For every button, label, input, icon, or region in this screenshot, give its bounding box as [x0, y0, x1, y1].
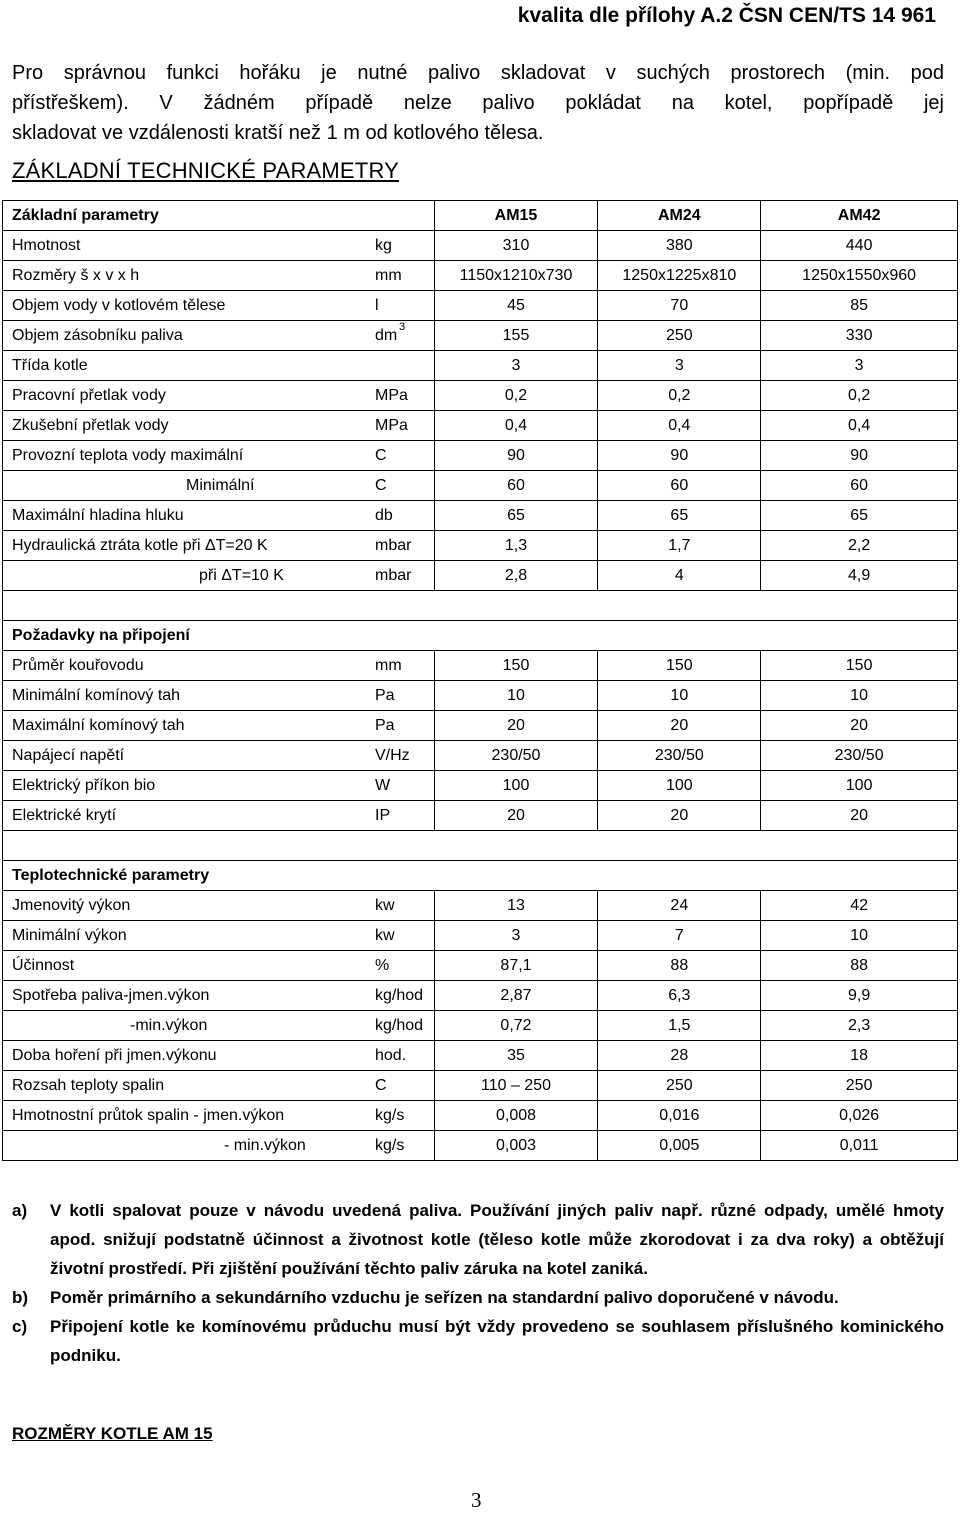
value-cell: 380 — [598, 231, 761, 261]
note-item — [12, 1196, 944, 1283]
intro-line: přístřeškem). V žádném případě nelze palivo pokládat na kotel, popřípadě jej — [12, 92, 944, 114]
param-label: Elektrický příkon bio — [12, 776, 156, 794]
group-title: Teplotechnické parametry — [3, 861, 958, 891]
value-cell: 20 — [761, 801, 958, 831]
value-cell: 100 — [434, 771, 598, 801]
value-cell: 3 — [434, 351, 598, 381]
param-label: Hmotnostní průtok spalin - jmen.výkon — [12, 1106, 285, 1124]
note-text: Připojení kotle ke komínovému průduchu musí být vždy provedeno se souhlasem příslušného kominického podniku. — [50, 1317, 944, 1365]
param-unit: % — [375, 957, 390, 974]
param-cell — [3, 1041, 435, 1071]
table-row — [3, 1071, 958, 1101]
param-unit: kg/hod — [375, 987, 424, 1004]
table-row — [3, 321, 958, 351]
param-cell — [3, 651, 435, 681]
value-cell: 1,5 — [598, 1011, 761, 1041]
param-unit: W — [375, 777, 391, 794]
param-cell — [3, 411, 435, 441]
value-cell: 150 — [761, 651, 958, 681]
table-row — [3, 1011, 958, 1041]
intro-line: Pro správnou funkci hořáku je nutné palivo skladovat v suchých prostorech (min. pod — [12, 62, 944, 84]
value-cell: 1150x1210x730 — [434, 261, 598, 291]
param-label: Spotřeba paliva-jmen.výkon — [12, 986, 210, 1004]
value-cell: 1,7 — [598, 531, 761, 561]
note-item — [12, 1283, 944, 1312]
spacer-row — [3, 831, 958, 861]
param-label: Provozní teplota vody maximální — [12, 446, 244, 464]
value-cell: 150 — [598, 651, 761, 681]
spacer-cell — [3, 831, 958, 861]
param-unit: mm — [375, 267, 402, 284]
param-label: Průměr kouřovodu — [12, 656, 144, 674]
param-cell — [3, 321, 435, 351]
value-cell: 0,2 — [761, 381, 958, 411]
value-cell: 2,87 — [434, 981, 598, 1011]
param-unit: kw — [375, 927, 395, 944]
value-cell: 18 — [761, 1041, 958, 1071]
param-unit: MPa — [375, 387, 408, 404]
param-cell — [3, 561, 435, 591]
value-cell: 9,9 — [761, 981, 958, 1011]
param-cell — [3, 891, 435, 921]
value-cell: 88 — [761, 951, 958, 981]
param-cell — [3, 921, 435, 951]
note-label: c) — [12, 1317, 28, 1336]
param-label: Hmotnost — [12, 236, 81, 254]
value-cell: 1250x1550x960 — [761, 261, 958, 291]
table-row — [3, 561, 958, 591]
table-row — [3, 531, 958, 561]
param-unit: mm — [375, 657, 402, 674]
param-cell — [3, 351, 435, 381]
value-cell: 90 — [598, 441, 761, 471]
param-label: Jmenovitý výkon — [12, 896, 131, 914]
table-row — [3, 411, 958, 441]
header-label-cell: Základní parametry — [3, 201, 435, 231]
section-title: ZÁKLADNÍ TECHNICKÉ PARAMETRY — [12, 158, 400, 183]
value-cell: 10 — [434, 681, 598, 711]
value-cell: 90 — [434, 441, 598, 471]
param-cell — [3, 711, 435, 741]
param-unit: Pa — [375, 687, 395, 704]
param-label: - min.výkon — [224, 1136, 306, 1154]
value-cell: 1,3 — [434, 531, 598, 561]
value-cell: 85 — [761, 291, 958, 321]
value-cell: 7 — [598, 921, 761, 951]
param-cell — [3, 771, 435, 801]
param-unit: kg — [375, 237, 392, 254]
intro-line: skladovat ve vzdálenosti kratší než 1 m od kotlového tělesa. — [12, 122, 544, 144]
param-label: při ΔT=10 K — [199, 566, 284, 584]
param-cell — [3, 741, 435, 771]
param-unit: kw — [375, 897, 395, 914]
table-row — [3, 951, 958, 981]
value-cell: 1250x1225x810 — [598, 261, 761, 291]
param-unit: dm — [375, 327, 398, 344]
param-cell — [3, 291, 435, 321]
value-cell: 45 — [434, 291, 598, 321]
value-cell: 60 — [434, 471, 598, 501]
value-cell: 42 — [761, 891, 958, 921]
value-cell: 0,016 — [598, 1101, 761, 1131]
param-cell — [3, 801, 435, 831]
value-cell: 0,008 — [434, 1101, 598, 1131]
param-unit: Pa — [375, 717, 395, 734]
value-cell: 87,1 — [434, 951, 598, 981]
note-item — [12, 1312, 944, 1370]
value-cell: 20 — [598, 801, 761, 831]
document-header: kvalita dle přílohy A.2 ČSN CEN/TS 14 961 — [517, 4, 936, 27]
group-title: Požadavky na připojení — [3, 621, 958, 651]
value-cell: 10 — [598, 681, 761, 711]
param-label: Objem zásobníku paliva — [12, 326, 183, 344]
param-label: Elektrické krytí — [12, 806, 117, 824]
value-cell: 230/50 — [761, 741, 958, 771]
param-cell — [3, 381, 435, 411]
intro-paragraph — [12, 58, 944, 148]
table-row — [3, 1041, 958, 1071]
table-row — [3, 1101, 958, 1131]
note-text: Poměr primárního a sekundárního vzduchu je seřízen na standardní palivo doporučené v návodu. — [50, 1288, 839, 1307]
table-row — [3, 1131, 958, 1161]
value-cell: 150 — [434, 651, 598, 681]
value-cell: 110 – 250 — [434, 1071, 598, 1101]
table-row — [3, 351, 958, 381]
value-cell: 155 — [434, 321, 598, 351]
param-cell — [3, 501, 435, 531]
param-label: Pracovní přetlak vody — [12, 386, 166, 404]
value-cell: 230/50 — [598, 741, 761, 771]
dimensions-title: ROZMĚRY KOTLE AM 15 — [12, 1424, 213, 1443]
value-cell: 2,8 — [434, 561, 598, 591]
param-unit: V/Hz — [375, 747, 410, 764]
value-cell: 0,4 — [761, 411, 958, 441]
param-cell — [3, 951, 435, 981]
spacer-cell — [3, 591, 958, 621]
value-cell: 0,003 — [434, 1131, 598, 1161]
param-label: Účinnost — [12, 956, 75, 974]
value-cell: 0,2 — [434, 381, 598, 411]
param-label: Hydraulická ztráta kotle při ΔT=20 K — [12, 536, 268, 554]
param-label: Minimální komínový tah — [12, 686, 181, 704]
param-label: Minimální — [186, 476, 255, 494]
table-row — [3, 921, 958, 951]
page-number: 3 — [471, 1488, 482, 1512]
param-label: Napájecí napětí — [12, 746, 125, 764]
table-row — [3, 771, 958, 801]
table-row — [3, 261, 958, 291]
value-cell: 0,011 — [761, 1131, 958, 1161]
value-cell: 65 — [761, 501, 958, 531]
param-cell — [3, 1101, 435, 1131]
value-cell: 20 — [761, 711, 958, 741]
value-cell: 100 — [761, 771, 958, 801]
value-cell: 20 — [434, 711, 598, 741]
model-header-cell: AM15 — [434, 201, 598, 231]
param-unit: C — [375, 477, 387, 494]
table-row — [3, 891, 958, 921]
value-cell: 3 — [434, 921, 598, 951]
value-cell: 100 — [598, 771, 761, 801]
value-cell: 20 — [598, 711, 761, 741]
notes-list — [12, 1196, 944, 1370]
value-cell: 0,005 — [598, 1131, 761, 1161]
table-row — [3, 711, 958, 741]
param-unit: mbar — [375, 567, 412, 584]
param-unit: kg/hod — [375, 1017, 424, 1034]
param-cell — [3, 981, 435, 1011]
param-unit: kg/s — [375, 1107, 405, 1124]
param-label: Třída kotle — [12, 356, 88, 374]
param-label: Doba hoření při jmen.výkonu — [12, 1046, 217, 1064]
spacer-row — [3, 591, 958, 621]
value-cell: 35 — [434, 1041, 598, 1071]
table-row — [3, 231, 958, 261]
value-cell: 6,3 — [598, 981, 761, 1011]
value-cell: 24 — [598, 891, 761, 921]
value-cell: 250 — [761, 1071, 958, 1101]
value-cell: 250 — [598, 1071, 761, 1101]
value-cell: 3 — [761, 351, 958, 381]
param-cell — [3, 261, 435, 291]
param-label: Rozsah teploty spalin — [12, 1076, 165, 1094]
param-label: Rozměry š x v x h — [12, 266, 140, 284]
value-cell: 310 — [434, 231, 598, 261]
param-unit: IP — [375, 807, 391, 824]
table-row — [3, 381, 958, 411]
value-cell: 330 — [761, 321, 958, 351]
param-unit: kg/s — [375, 1137, 405, 1154]
param-cell — [3, 441, 435, 471]
parameters-table — [2, 200, 958, 1161]
table-row — [3, 651, 958, 681]
value-cell: 20 — [434, 801, 598, 831]
table-row — [3, 801, 958, 831]
table-row — [3, 681, 958, 711]
note-text: V kotli spalovat pouze v návodu uvedená paliva. Používání jiných paliv např. různé odpady, umělé hmoty apod. snižují podstatně účinnost a životnost kotle (těleso kotle může zkorodovat i za dva roky) a obtěžují životní prostředí. Při zjištění používání těchto paliv záruka na kotel zaniká. — [50, 1201, 944, 1278]
param-cell — [3, 1071, 435, 1101]
unit-superscript: 3 — [399, 321, 406, 333]
value-cell: 440 — [761, 231, 958, 261]
value-cell: 0,026 — [761, 1101, 958, 1131]
value-cell: 4,9 — [761, 561, 958, 591]
param-unit: C — [375, 1077, 387, 1094]
table-row — [3, 471, 958, 501]
param-label: Minimální výkon — [12, 926, 127, 944]
param-cell — [3, 1131, 435, 1161]
value-cell: 88 — [598, 951, 761, 981]
value-cell: 230/50 — [434, 741, 598, 771]
param-label: Zkušební přetlak vody — [12, 416, 169, 434]
value-cell: 65 — [434, 501, 598, 531]
value-cell: 28 — [598, 1041, 761, 1071]
table-row — [3, 981, 958, 1011]
value-cell: 10 — [761, 681, 958, 711]
table-row — [3, 741, 958, 771]
value-cell: 0,4 — [434, 411, 598, 441]
group-title-row — [3, 861, 958, 891]
param-cell — [3, 1011, 435, 1041]
param-cell — [3, 681, 435, 711]
param-cell — [3, 231, 435, 261]
value-cell: 65 — [598, 501, 761, 531]
group-title-row — [3, 621, 958, 651]
table-row — [3, 291, 958, 321]
value-cell: 0,72 — [434, 1011, 598, 1041]
value-cell: 0,4 — [598, 411, 761, 441]
param-unit: hod. — [375, 1047, 407, 1064]
param-unit: MPa — [375, 417, 408, 434]
model-header-cell: AM42 — [761, 201, 958, 231]
param-label: Maximální komínový tah — [12, 716, 185, 734]
param-unit: C — [375, 447, 387, 464]
value-cell: 4 — [598, 561, 761, 591]
param-cell — [3, 531, 435, 561]
table-row — [3, 441, 958, 471]
table-row — [3, 501, 958, 531]
param-unit: l — [375, 297, 379, 314]
value-cell: 250 — [598, 321, 761, 351]
table-header-row — [3, 201, 958, 231]
value-cell: 60 — [761, 471, 958, 501]
note-label: a) — [12, 1201, 28, 1220]
value-cell: 2,2 — [761, 531, 958, 561]
value-cell: 2,3 — [761, 1011, 958, 1041]
model-header-cell: AM24 — [598, 201, 761, 231]
param-unit: db — [375, 507, 393, 524]
param-label: -min.výkon — [130, 1016, 208, 1034]
value-cell: 70 — [598, 291, 761, 321]
value-cell: 10 — [761, 921, 958, 951]
note-label: b) — [12, 1288, 29, 1307]
value-cell: 0,2 — [598, 381, 761, 411]
value-cell: 3 — [598, 351, 761, 381]
value-cell: 13 — [434, 891, 598, 921]
value-cell: 90 — [761, 441, 958, 471]
param-unit: mbar — [375, 537, 412, 554]
value-cell: 60 — [598, 471, 761, 501]
param-label: Maximální hladina hluku — [12, 506, 184, 524]
param-cell — [3, 471, 435, 501]
param-label: Objem vody v kotlovém tělese — [12, 296, 226, 314]
